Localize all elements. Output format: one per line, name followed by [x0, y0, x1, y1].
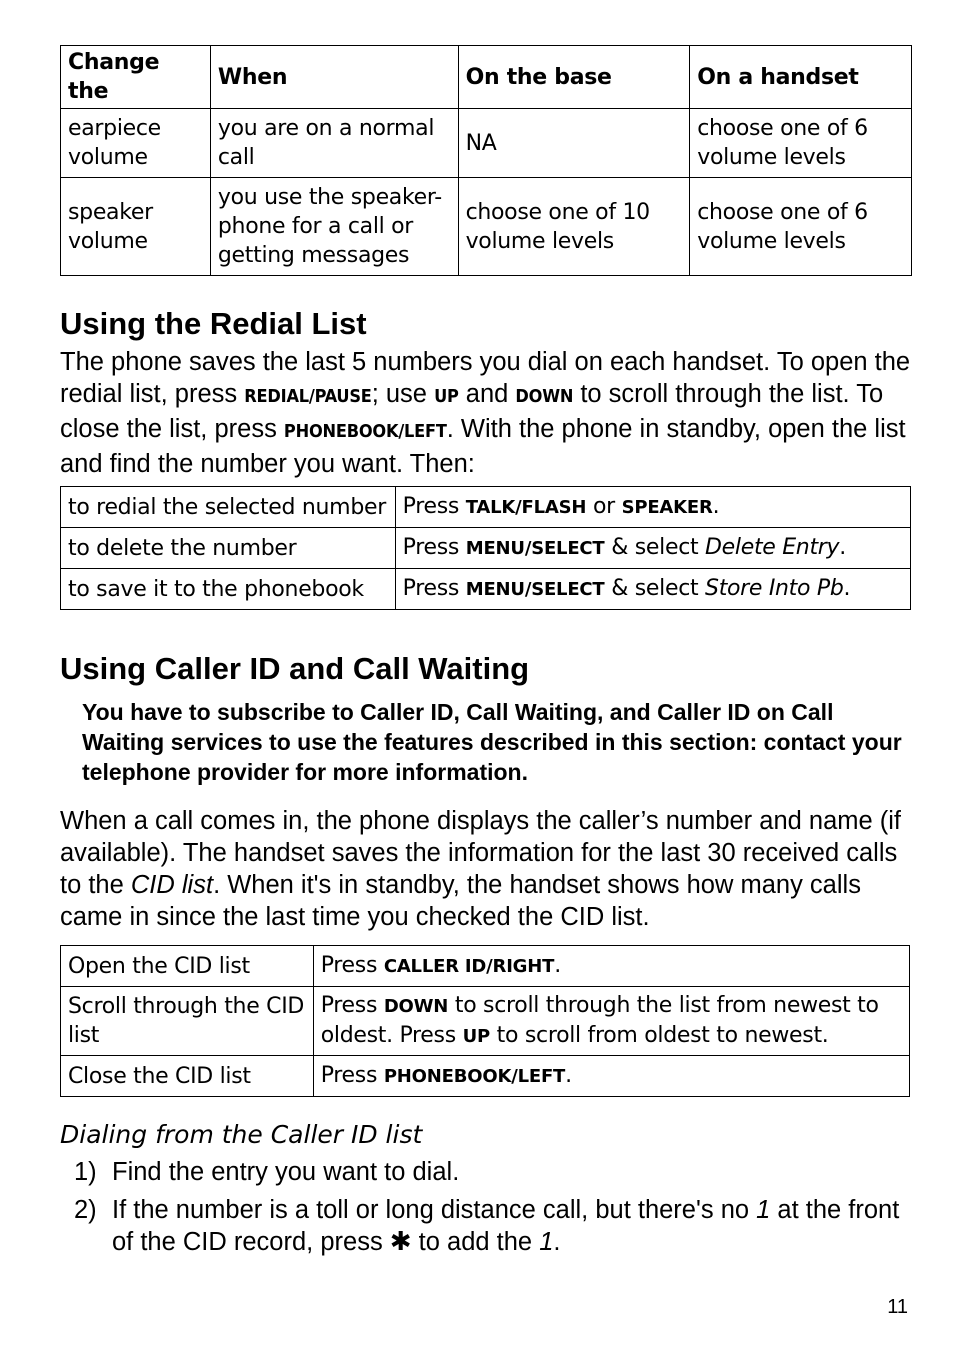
- redial-table: [60, 486, 911, 610]
- key-name: DOWN: [515, 386, 574, 407]
- text-run: .: [839, 535, 846, 560]
- text-run: When a call comes in, the phone displays the caller’s number and name (if available). The handset saves the information for the last 30 received calls to the: [60, 807, 902, 899]
- table-cell: [395, 528, 910, 569]
- cid-paragraph: [60, 805, 920, 933]
- subheading-dialing: Dialing from the Caller ID list: [60, 1120, 423, 1149]
- table-cell: choose one of 10 volume levels: [458, 178, 690, 276]
- key-name: REDIAL/PAUSE: [244, 386, 372, 407]
- key-name: PHONEBOOK/LEFT: [283, 421, 447, 442]
- key-name: MENU/SELECT: [465, 579, 605, 600]
- key-name: DOWN: [383, 996, 449, 1017]
- table-row: [61, 946, 910, 987]
- key-name: PHONEBOOK/LEFT: [383, 1066, 566, 1087]
- text-run: Press: [320, 1063, 384, 1088]
- text-run: Press: [402, 494, 466, 519]
- key-name: MENU/SELECT: [465, 538, 605, 559]
- star-key-icon: ✱: [389, 1227, 412, 1257]
- table-cell: speaker volume: [61, 178, 211, 276]
- text-run: The phone saves the last 5 numbers you dial on each handset. To open the redial list, press: [60, 348, 911, 408]
- table-cell: to delete the number: [61, 528, 396, 569]
- table-header-row: [61, 46, 912, 109]
- text-run: .: [554, 953, 561, 978]
- table-cell: choose one of 6 volume levels: [690, 109, 912, 178]
- key-name: SPEAKER: [621, 497, 713, 518]
- text-run: ; use: [371, 380, 435, 408]
- key-name: CALLER ID/RIGHT: [383, 956, 555, 977]
- table-cell: [395, 487, 910, 528]
- table-cell: Scroll through the CID list: [61, 987, 314, 1056]
- text-run: .: [565, 1063, 572, 1088]
- column-header: Change the: [61, 46, 211, 109]
- table-cell: [313, 946, 909, 987]
- step-number: 1): [74, 1158, 97, 1186]
- text-run: .: [712, 494, 720, 519]
- text-run: to scroll through the list. To close the list, press: [60, 380, 884, 443]
- text-run: Press: [320, 993, 384, 1018]
- section-heading-redial: Using the Redial List: [60, 306, 367, 341]
- volume-table: [60, 45, 912, 276]
- table-row: [61, 569, 911, 610]
- table-cell: choose one of 6 volume levels: [690, 178, 912, 276]
- table-cell: you are on a normal call: [210, 109, 458, 178]
- text-run: at the front of the CID record, press: [112, 1196, 900, 1256]
- table-row: [61, 987, 910, 1056]
- page-number: 11: [887, 1296, 908, 1318]
- section-heading-caller-id: Using Caller ID and Call Waiting: [60, 651, 530, 686]
- text-run: Press: [320, 953, 384, 978]
- step-text: Find the entry you want to dial.: [112, 1158, 460, 1186]
- table-row: [61, 178, 912, 276]
- table-row: [61, 487, 911, 528]
- text-run: or: [586, 494, 622, 519]
- step-text: [112, 1194, 920, 1258]
- text-run: . With the phone in standby, open the list and find the number you want. Then:: [60, 415, 906, 478]
- table-cell: you use the speaker-phone for a call or getting messages: [210, 178, 458, 276]
- table-cell: Open the CID list: [61, 946, 314, 987]
- text-run-italic: CID list: [130, 871, 214, 899]
- text-run: . When it's in standby, the handset shows how many calls came in since the last time you checked the CID list.: [60, 871, 861, 931]
- redial-paragraph: [60, 346, 920, 480]
- column-header: On a handset: [690, 46, 912, 109]
- text-run: If the number is a toll or long distance call, but there's no: [112, 1196, 757, 1224]
- text-run: .: [553, 1228, 561, 1256]
- table-row: [61, 1056, 910, 1097]
- text-run-italic: 1: [756, 1196, 771, 1224]
- key-name: TALK/FLASH: [465, 497, 587, 518]
- table-cell: [395, 569, 910, 610]
- text-run-italic: 1: [539, 1228, 554, 1256]
- menu-item-name: Store Into Pb: [705, 576, 844, 601]
- table-cell: earpiece volume: [61, 109, 211, 178]
- text-run: to scroll from oldest to newest.: [489, 1023, 829, 1048]
- text-run: & select: [604, 576, 706, 601]
- text-run: Press: [402, 576, 466, 601]
- table-cell: to save it to the phonebook: [61, 569, 396, 610]
- text-run: & select: [604, 535, 706, 560]
- column-header: On the base: [458, 46, 690, 109]
- text-run: and: [458, 380, 516, 408]
- column-header: When: [210, 46, 458, 109]
- step-number: 2): [74, 1196, 97, 1224]
- table-row: [61, 528, 911, 569]
- table-cell: Close the CID list: [61, 1056, 314, 1097]
- cid-table: [60, 945, 910, 1097]
- table-cell: [313, 987, 909, 1056]
- table-cell: to redial the selected number: [61, 487, 396, 528]
- text-run: to scroll through the list from newest to oldest. Press: [320, 993, 879, 1048]
- table-cell: NA: [458, 109, 690, 178]
- subscription-note: You have to subscribe to Caller ID, Call Waiting, and Caller ID on Call Waiting services to use the features described in this section: contact your telephone provider for more information.: [82, 699, 902, 785]
- text-run: Press: [402, 535, 466, 560]
- text-run: to add the: [411, 1228, 540, 1256]
- table-row: [61, 109, 912, 178]
- key-name: UP: [434, 386, 459, 407]
- key-name: UP: [462, 1026, 490, 1047]
- text-run: .: [843, 576, 851, 601]
- menu-item-name: Delete Entry: [705, 535, 840, 560]
- table-cell: [313, 1056, 909, 1097]
